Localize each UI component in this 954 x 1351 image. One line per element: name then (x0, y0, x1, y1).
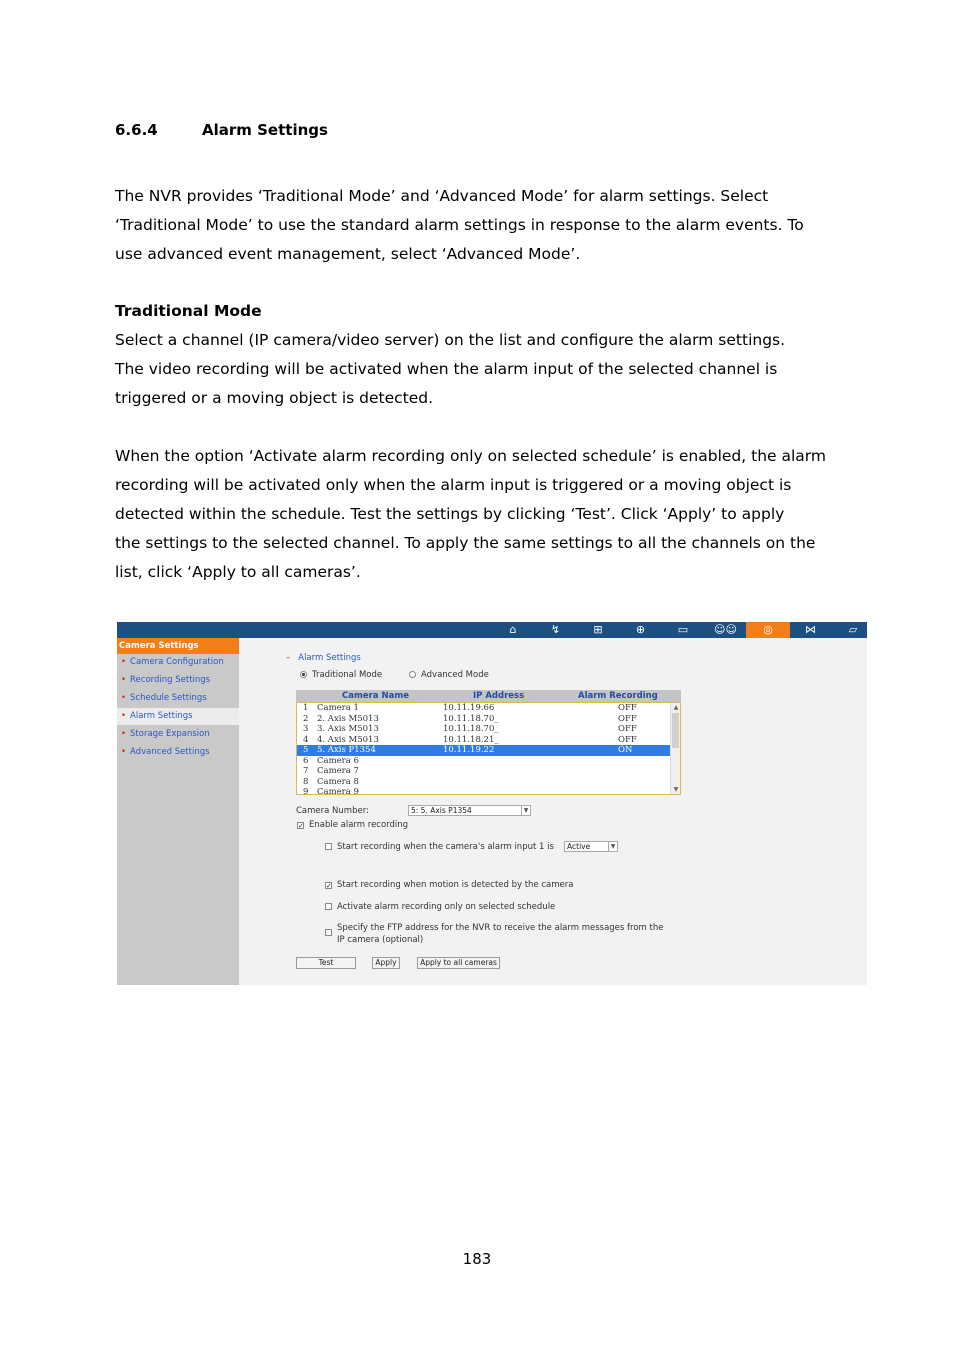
text-line: detected within the schedule. Test the settings by clicking ‘Test’. Click ‘Apply’ to apply (115, 505, 785, 523)
advanced-mode-radio[interactable] (409, 670, 489, 680)
text-line: ‘Traditional Mode’ to use the standard alarm settings in response to the alarm events. To (115, 216, 804, 234)
select-value: Active (567, 842, 591, 851)
camera-number-select[interactable] (408, 805, 531, 816)
sidebar-item-label: Alarm Settings (130, 711, 193, 721)
schedule-only-checkbox[interactable] (325, 902, 555, 912)
table-row[interactable] (297, 714, 670, 725)
scroll-up-icon[interactable]: ▲ (673, 704, 679, 711)
sidebar-item-schedule-settings[interactable] (117, 690, 239, 707)
apply-button[interactable]: Apply (372, 957, 400, 969)
apply-to-all-cameras-button[interactable]: Apply to all cameras (417, 957, 500, 969)
cell-camera-name: 3. Axis M5013 (317, 724, 379, 734)
scroll-down-icon[interactable]: ▼ (673, 786, 679, 793)
checkbox-empty-icon (325, 903, 332, 910)
text-line: The NVR provides ‘Traditional Mode’ and ‘Advanced Mode’ for alarm settings. Select (115, 187, 769, 205)
table-row[interactable] (297, 766, 670, 777)
cell-ip-address: 10.11.18.70_ (443, 724, 499, 734)
column-header-alarm-recording[interactable]: Alarm Recording (578, 691, 658, 701)
column-header-camera-name[interactable]: Camera Name (342, 691, 409, 701)
sidebar-item-advanced-settings[interactable] (117, 744, 239, 761)
bullet-icon: • (121, 711, 127, 721)
camera-icon[interactable]: ◎ (746, 622, 790, 638)
cell-alarm-recording: OFF (618, 734, 637, 745)
checkbox-label: Start recording when motion is detected by the camera (337, 880, 574, 890)
text-line: When the option ‘Activate alarm recording only on selected schedule’ is enabled, the alarm (115, 447, 826, 465)
cell-camera-name: 2. Axis M5013 (317, 713, 379, 724)
cell-number: 8 (303, 776, 309, 787)
select-value: 5: 5. Axis P1354 (411, 806, 472, 815)
radio-label: Advanced Mode (421, 670, 489, 680)
sidebar (117, 638, 239, 985)
chevron-down-icon: ▼ (521, 806, 530, 815)
cell-number: 4 (303, 734, 309, 745)
bullet-icon: • (121, 693, 127, 703)
chevron-down-icon: ▼ (608, 842, 617, 851)
cell-number: 2 (303, 713, 309, 724)
cell-ip-address: 10.11.18.21_ (443, 734, 499, 745)
sidebar-item-camera-configuration[interactable] (117, 654, 239, 671)
text-line: list, click ‘Apply to all cameras’. (115, 563, 361, 581)
bullet-icon: • (121, 657, 127, 667)
text-line: use advanced event management, select ‘Advanced Mode’. (115, 245, 581, 263)
alarm-settings-title[interactable] (286, 653, 361, 663)
section-label: Alarm Settings (298, 653, 361, 663)
cell-camera-name: Camera 7 (317, 766, 359, 776)
table-scrollbar[interactable] (670, 703, 680, 794)
ftp-label-line-2: IP camera (optional) (337, 935, 424, 945)
cell-camera-name: Camera 6 (317, 755, 359, 766)
text-line: the settings to the selected channel. To apply the same settings to all the channels on the (115, 534, 816, 552)
text-line: triggered or a moving object is detected. (115, 389, 434, 407)
sidebar-title: Camera Settings (117, 638, 239, 654)
enable-alarm-checkbox[interactable] (297, 820, 408, 830)
radio-selected-icon (300, 671, 307, 678)
sidebar-item-storage-expansion[interactable] (117, 726, 239, 743)
cell-camera-name: Camera 1 (317, 703, 359, 713)
traditional-mode-heading: Traditional Mode (115, 302, 262, 320)
bullet-icon: • (121, 747, 127, 757)
tools-icon[interactable]: ⋈ (805, 623, 816, 636)
page-number: 183 (462, 1250, 492, 1268)
section-heading (115, 121, 328, 139)
motion-detection-checkbox[interactable] (325, 880, 573, 890)
cell-alarm-recording: OFF (618, 713, 637, 724)
cell-alarm-recording: ON (618, 745, 633, 755)
cell-ip-address: 10.11.19.66 (443, 703, 495, 713)
sidebar-item-alarm-settings[interactable] (117, 708, 239, 725)
sidebar-item-label: Camera Configuration (130, 657, 224, 667)
ftp-label-line-1: Specify the FTP address for the NVR to receive the alarm messages from the (337, 923, 664, 933)
cell-alarm-recording: OFF (618, 703, 637, 713)
scroll-thumb[interactable] (672, 713, 679, 748)
camera-number-label: Camera Number: (296, 806, 369, 816)
cell-camera-name: Camera 8 (317, 776, 359, 787)
collapse-icon[interactable]: – (286, 653, 291, 663)
option-paragraph (115, 442, 850, 587)
users-icon[interactable]: ☺☺ (714, 623, 737, 636)
bullet-icon: • (121, 729, 127, 739)
camera-table-header (296, 690, 681, 702)
checkbox-label: Activate alarm recording only on selected schedule (337, 902, 556, 912)
table-row[interactable] (297, 724, 670, 735)
cell-ip-address: 10.11.19.22 (443, 745, 495, 755)
table-row[interactable] (297, 787, 670, 795)
radio-label: Traditional Mode (312, 670, 383, 680)
home-icon[interactable]: ⌂ (509, 623, 517, 636)
alarm-input-checkbox[interactable] (325, 842, 554, 852)
logs-icon[interactable]: ▱ (848, 623, 858, 636)
traditional-paragraph (115, 326, 850, 413)
text-line: recording will be activated only when the alarm input is triggered or a moving object is (115, 476, 792, 494)
sidebar-item-label: Recording Settings (130, 675, 211, 685)
device-icon[interactable]: ⊞ (593, 623, 603, 636)
cell-camera-name: Camera 9 (317, 787, 359, 795)
table-row[interactable] (297, 756, 670, 767)
sidebar-item-label: Schedule Settings (130, 693, 207, 703)
camera-table (296, 702, 681, 795)
top-toolbar (117, 622, 867, 638)
cell-number: 1 (303, 703, 309, 713)
cell-number: 5 (303, 745, 309, 755)
checkbox-label: Start recording when the camera's alarm input 1 is (337, 842, 554, 852)
cell-ip-address: 10.11.18.70_ (443, 713, 499, 724)
table-row[interactable] (297, 735, 670, 746)
main-panel (239, 638, 867, 985)
radio-empty-icon (409, 671, 416, 678)
checkbox-empty-icon (325, 843, 332, 850)
cell-number: 3 (303, 724, 309, 734)
ftp-address-checkbox[interactable] (325, 928, 337, 938)
display-icon[interactable]: ▭ (677, 623, 689, 636)
section-title: Alarm Settings (202, 121, 328, 139)
cell-number: 6 (303, 755, 309, 766)
checkbox-label: Enable alarm recording (309, 820, 409, 830)
traditional-mode-radio[interactable] (300, 670, 382, 680)
cell-number: 9 (303, 787, 309, 795)
cell-number: 7 (303, 766, 309, 776)
table-row[interactable] (297, 777, 670, 788)
checkbox-empty-icon (325, 929, 332, 936)
checkbox-checked-icon: ✓ (298, 822, 304, 830)
cell-camera-name: 4. Axis M5013 (317, 734, 379, 745)
usb-icon[interactable]: ⊕ (635, 623, 646, 636)
checkbox-checked-icon: ✓ (326, 882, 332, 890)
bullet-icon: • (121, 675, 127, 685)
sidebar-item-label: Storage Expansion (130, 729, 210, 739)
section-number: 6.6.4 (115, 121, 158, 139)
alarm-settings-screenshot (117, 622, 867, 985)
table-row[interactable] (297, 745, 670, 756)
text-line: The video recording will be activated when the alarm input of the selected channel is (115, 360, 778, 378)
cell-alarm-recording: OFF (618, 724, 637, 734)
text-line: Select a channel (IP camera/video server) on the list and configure the alarm settings. (115, 331, 786, 349)
test-button[interactable]: Test (296, 957, 356, 969)
intro-paragraph (115, 182, 850, 269)
network-icon[interactable]: ↯ (550, 623, 561, 636)
cell-camera-name: 5. Axis P1354 (317, 745, 376, 755)
table-row[interactable] (297, 703, 670, 714)
column-header-ip-address[interactable]: IP Address (473, 691, 525, 701)
sidebar-item-label: Advanced Settings (130, 747, 210, 757)
sidebar-item-recording-settings[interactable] (117, 672, 239, 689)
alarm-input-state-select[interactable] (564, 841, 618, 852)
